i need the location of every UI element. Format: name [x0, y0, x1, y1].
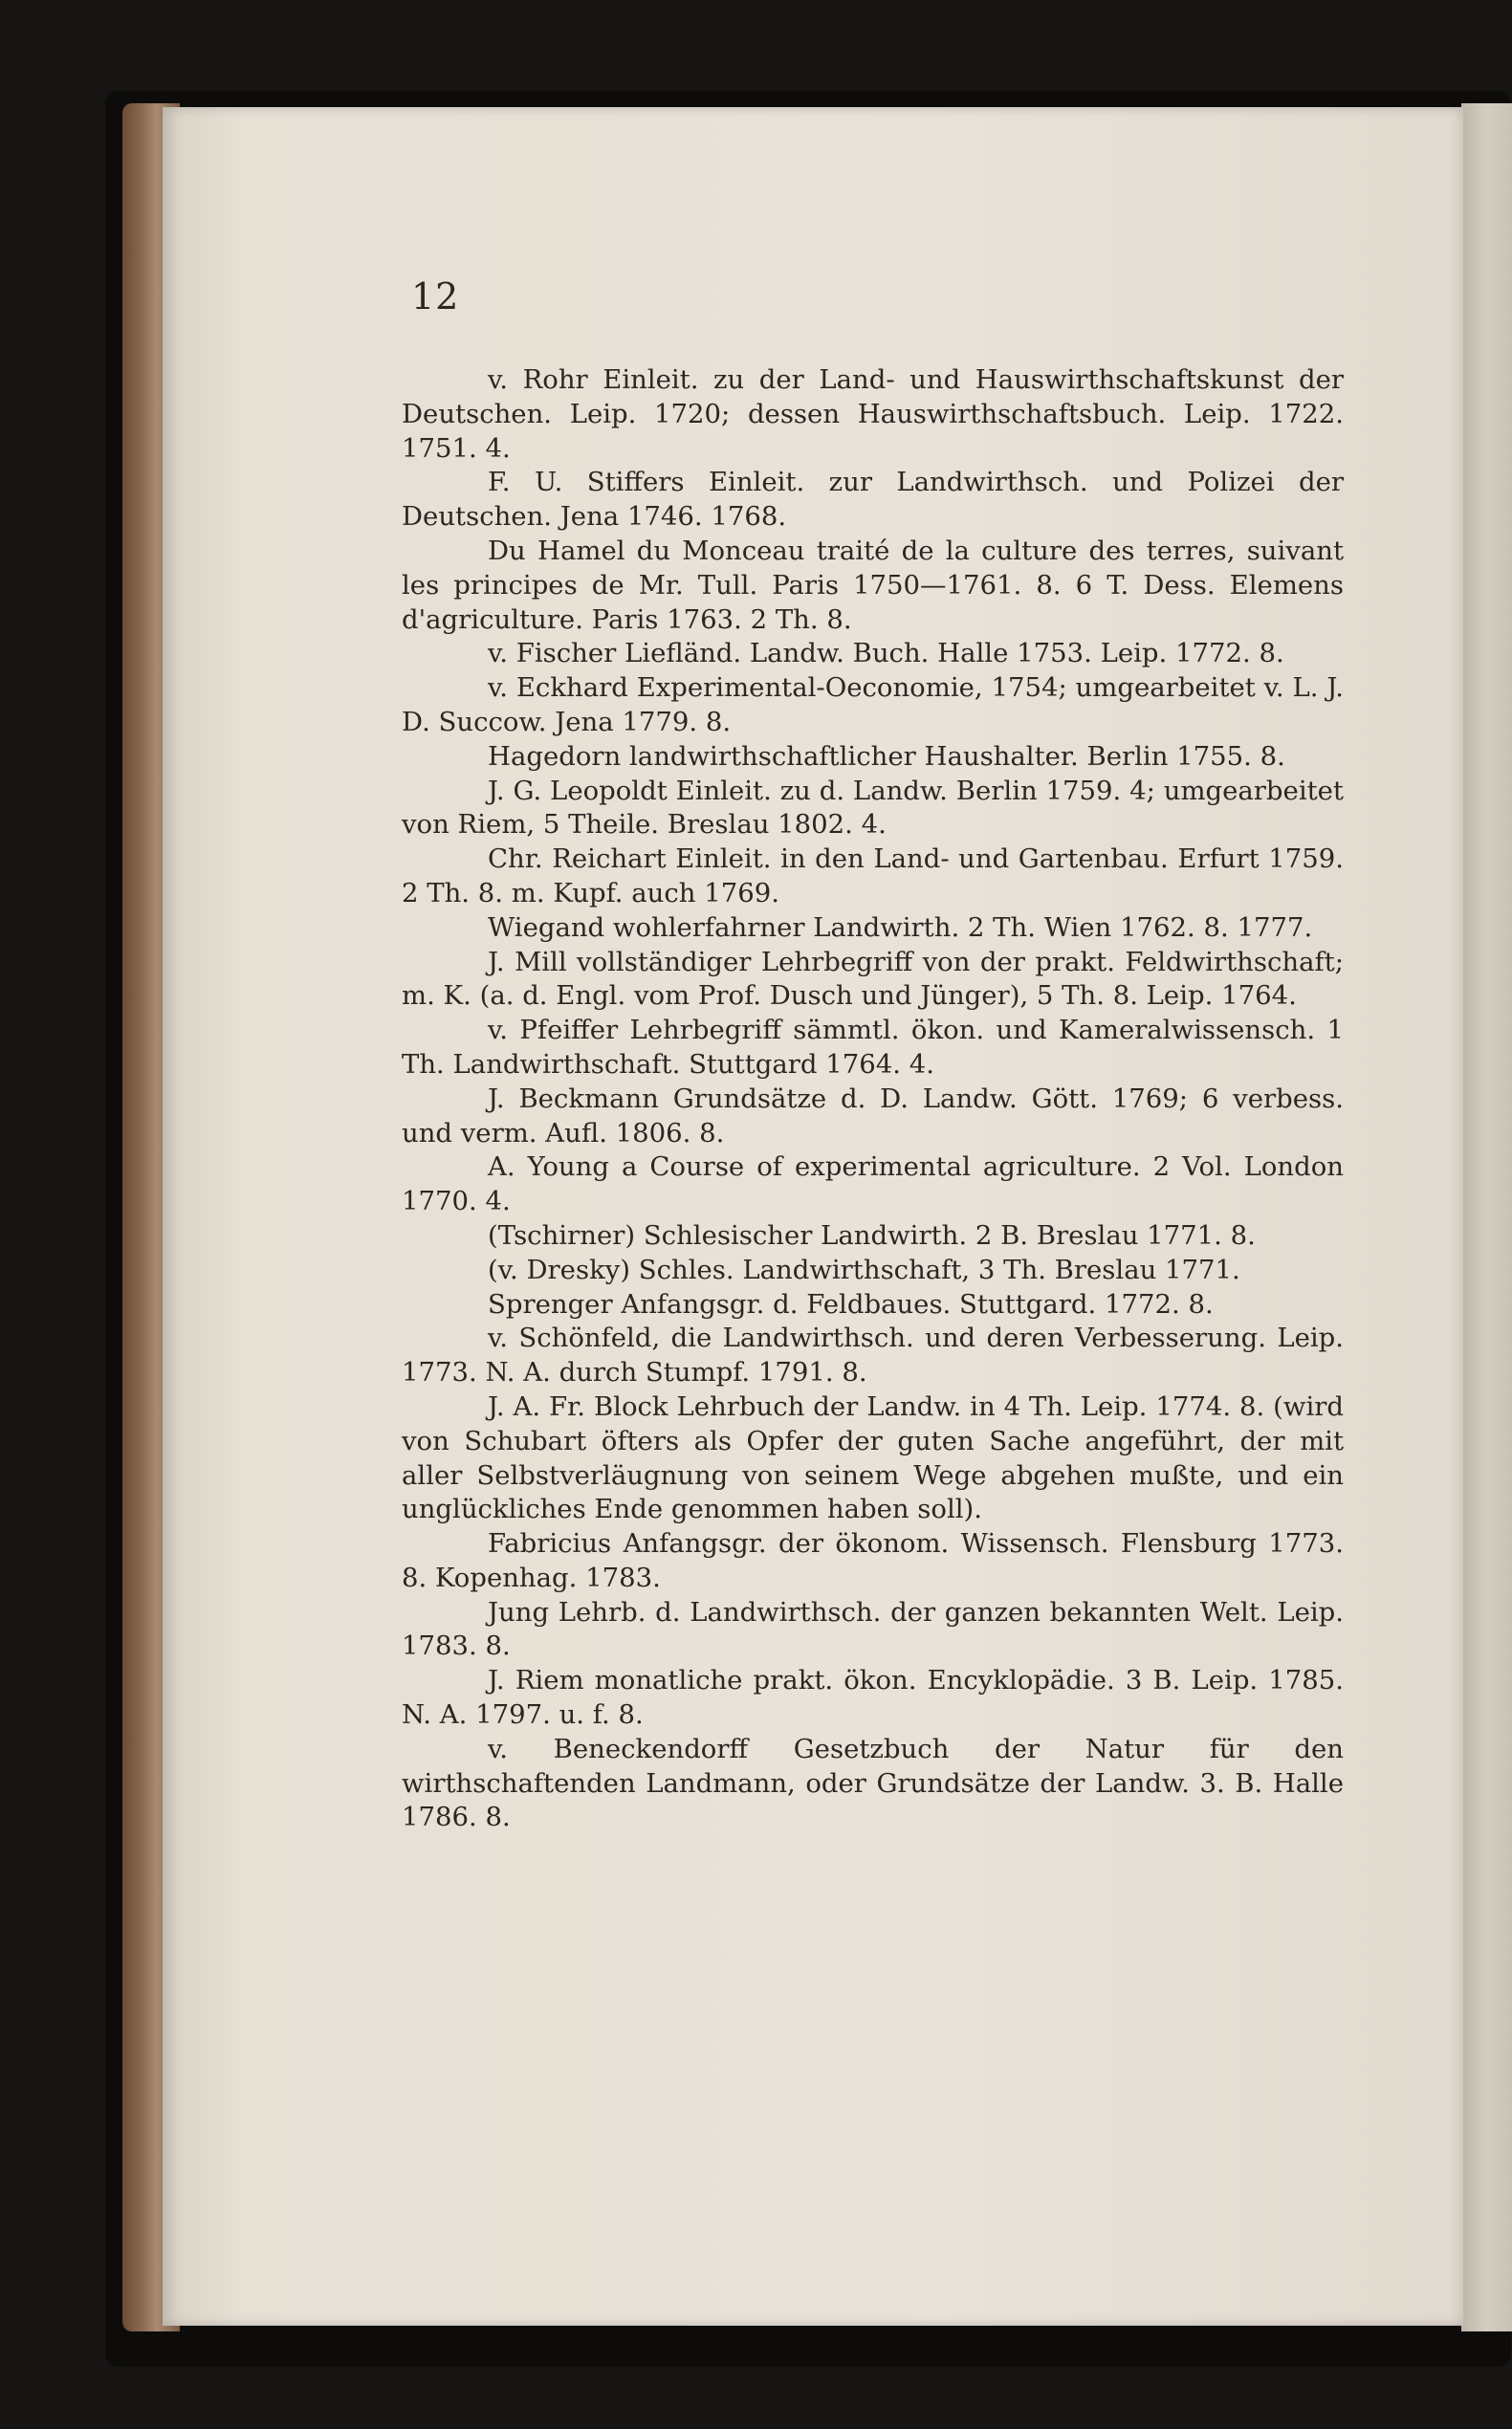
bibliography-entry: (v. Dresky) Schles. Landwirthschaft, 3 Th. Breslau 1771.: [488, 1254, 1240, 1285]
bibliography-entry: v. Fischer Liefländ. Landw. Buch. Halle 1753. Leip. 1772. 8.: [488, 638, 1284, 669]
bibliography-text: [402, 363, 1344, 1835]
bibliography-entry: (Tschirner) Schlesischer Landwirth. 2 B. Breslau 1771. 8.: [488, 1219, 1256, 1251]
bibliography-entry: v. Rohr Einleit. zu der Land- und Hauswirthschaftskunst der Deutschen. Leip. 1720; dessen Hauswirthschaftsbuch. Leip. 1722. 1751. 4.: [402, 364, 1344, 464]
bibliography-entry: A. Young a Course of experimental agriculture. 2 Vol. London 1770. 4.: [402, 1151, 1344, 1217]
bibliography-entry: Wiegand wohlerfahrner Landwirth. 2 Th. Wien 1762. 8. 1777.: [488, 911, 1313, 943]
bibliography-entry: Chr. Reichart Einleit. in den Land- und Gartenbau. Erfurt 1759. 2 Th. 8. m. Kupf. auch 1769.: [402, 843, 1344, 908]
page-number: 12: [411, 275, 460, 317]
bibliography-entry: v. Pfeiffer Lehrbegriff sämmtl. ökon. und Kameralwissensch. 1 Th. Landwirthschaft. Stuttgard 1764. 4.: [402, 1015, 1344, 1080]
bibliography-entry: Du Hamel du Monceau traité de la culture des terres, suivant les principes de Mr. Tull. Paris 1750—1761. 8. 6 T. Dess. Elemens d'agriculture. Paris 1763. 2 Th. 8.: [402, 535, 1344, 635]
bibliography-entry: J. A. Fr. Block Lehrbuch der Landw. in 4 Th. Leip. 1774. 8. (wird von Schubart öfters als Opfer der guten Sache angeführt, der mit aller Selbstverläugnung von seinem Wege abgehen mußte, und ein unglückliches Ende genommen haben soll).: [402, 1390, 1344, 1525]
bibliography-entry: v. Schönfeld, die Landwirthsch. und deren Verbesserung. Leip. 1773. N. A. durch Stumpf. 1791. 8.: [402, 1323, 1344, 1389]
bibliography-entry: J. Riem monatliche prakt. ökon. Encyklopädie. 3 B. Leip. 1785. N. A. 1797. u. f. 8.: [402, 1665, 1344, 1731]
bibliography-entry: Hagedorn landwirthschaftlicher Haushalter. Berlin 1755. 8.: [488, 740, 1285, 772]
adjacent-page-edge: [1461, 103, 1512, 2331]
bibliography-entry: J. Beckmann Grundsätze d. D. Landw. Gött. 1769; 6 verbess. und verm. Aufl. 1806. 8.: [402, 1083, 1344, 1149]
bibliography-entry: F. U. Stiffers Einleit. zur Landwirthsch. und Polizei der Deutschen. Jena 1746. 1768.: [402, 467, 1344, 533]
bibliography-entry: J. G. Leopoldt Einleit. zu d. Landw. Berlin 1759. 4; umgearbeitet von Riem, 5 Theile. Breslau 1802. 4.: [402, 775, 1344, 841]
bibliography-entry: Jung Lehrb. d. Landwirthsch. der ganzen bekannten Welt. Leip. 1783. 8.: [402, 1596, 1344, 1662]
bibliography-entry: Fabricius Anfangsgr. der ökonom. Wissensch. Flensburg 1773. 8. Kopenhag. 1783.: [402, 1528, 1344, 1593]
bibliography-entry: J. Mill vollständiger Lehrbegriff von der prakt. Feldwirthschaft; m. K. (a. d. Engl. vom Prof. Dusch und Jünger), 5 Th. 8. Leip. 1764.: [402, 946, 1344, 1012]
bibliography-entry: v. Beneckendorff Gesetzbuch der Natur für den wirthschaftenden Landmann, oder Grundsätze der Landw. 3. B. Halle 1786. 8.: [402, 1733, 1344, 1833]
bibliography-entry: v. Eckhard Experimental-Oeconomie, 1754; umgearbeitet v. L. J. D. Succow. Jena 1779. 8.: [402, 672, 1344, 737]
bibliography-entry: Sprenger Anfangsgr. d. Feldbaues. Stuttgard. 1772. 8.: [488, 1288, 1214, 1320]
